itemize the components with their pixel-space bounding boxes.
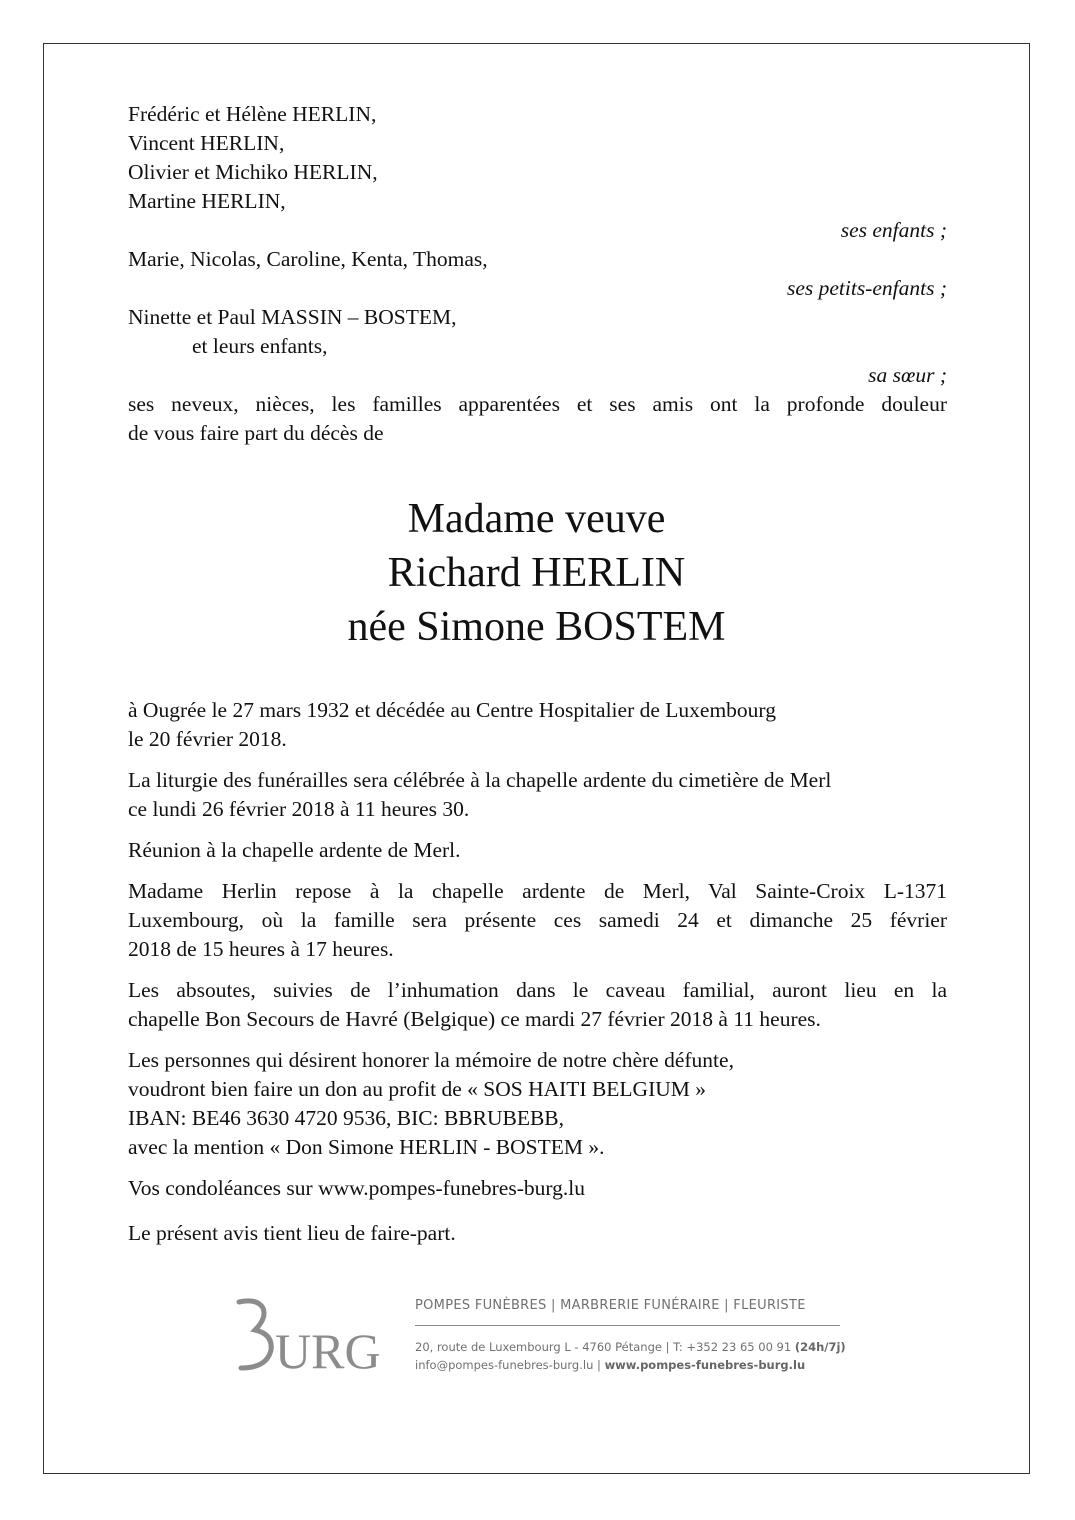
website-link[interactable]: www.pompes-funebres-burg.lu: [604, 1358, 806, 1372]
announcement-line-1: ses neveux, nièces, les familles apparentées et ses amis ont la profonde douleur: [128, 392, 947, 416]
liturgy-paragraph: [128, 766, 947, 824]
birth-line-2: le 20 février 2018.: [128, 727, 287, 751]
grandchildren-line: Marie, Nicolas, Caroline, Kenta, Thomas,: [128, 247, 488, 271]
footer-divider: [415, 1325, 840, 1326]
birth-paragraph: [128, 696, 947, 754]
sister-children-line: et leurs enfants,: [192, 334, 328, 358]
company-info: [415, 1296, 846, 1374]
absoutes-line-2: chapelle Bon Secours de Havré (Belgique) ce mardi 27 février 2018 à 11 heures.: [128, 1007, 821, 1031]
web-line: [415, 1356, 840, 1374]
repose-line-3: 2018 de 15 heures à 17 heures.: [128, 937, 394, 961]
deceased-name-block: [43, 492, 1030, 654]
repose-paragraph: [128, 877, 947, 964]
children-line-4: Martine HERLIN,: [128, 189, 286, 213]
deceased-title-line-1: Madame veuve: [407, 496, 666, 542]
children-line-3: Olivier et Michiko HERLIN,: [128, 160, 378, 184]
absoutes-line-1: Les absoutes, suivies de l’inhumation dans le caveau familial, auront lieu en la: [128, 978, 947, 1002]
donation-line-4: avec la mention « Don Simone HERLIN - BOSTEM ».: [128, 1135, 605, 1159]
donation-paragraph: [128, 1046, 947, 1162]
burg-logo: [233, 1296, 383, 1376]
donation-line-2: voudront bien faire un don au profit de « SOS HAITI BELGIUM »: [128, 1077, 707, 1101]
birth-line-1: à Ougrée le 27 mars 1932 et décédée au Centre Hospitalier de Luxembourg: [128, 698, 776, 722]
address-line: [415, 1338, 846, 1356]
repose-line-2: Luxembourg, où la famille sera présente ces samedi 24 et dimanche 25 février: [128, 908, 947, 932]
reunion-paragraph: [128, 836, 947, 865]
notice-paragraph: [128, 1219, 947, 1248]
condolences-line: Vos condoléances sur www.pompes-funebres-burg.lu: [128, 1176, 585, 1200]
donation-line-3: IBAN: BE46 3630 4720 9536, BIC: BBRUBEBB,: [128, 1106, 565, 1130]
services-line: POMPES FUNÈBRES | MARBRERIE FUNÉRAIRE | FLEURISTE: [415, 1298, 806, 1313]
address-text: 20, route de Luxembourg L - 4760 Pétange | T: +352 23 65 00 91: [415, 1340, 795, 1354]
liturgy-line-1: La liturgie des funérailles sera célébrée à la chapelle ardente du cimetière de Merl: [128, 768, 832, 792]
reunion-line: Réunion à la chapelle ardente de Merl.: [128, 838, 461, 862]
details-section: [128, 696, 947, 1260]
absoutes-paragraph: [128, 976, 947, 1034]
children-line-2: Vincent HERLIN,: [128, 131, 285, 155]
deceased-title-line-2: Richard HERLIN: [387, 550, 686, 596]
notice-line: Le présent avis tient lieu de faire-part.: [128, 1221, 456, 1245]
sister-line: Ninette et Paul MASSIN – BOSTEM,: [128, 305, 457, 329]
deceased-title-line-3: née Simone BOSTEM: [347, 604, 726, 650]
repose-line-1: Madame Herlin repose à la chapelle ardente de Merl, Val Sainte-Croix L-1371: [128, 879, 947, 903]
grandchildren-role: ses petits-enfants ;: [786, 276, 947, 300]
donation-line-1: Les personnes qui désirent honorer la mémoire de notre chère défunte,: [128, 1048, 734, 1072]
family-section: [128, 100, 947, 448]
announcement-line-2: de vous faire part du décès de: [128, 421, 384, 445]
email-text[interactable]: info@pompes-funebres-burg.lu |: [415, 1358, 605, 1372]
condolences-paragraph: [128, 1174, 947, 1203]
burg-logo-mark: [233, 1296, 383, 1376]
sister-role: sa sœur ;: [868, 363, 947, 387]
children-role: ses enfants ;: [840, 218, 947, 242]
children-line-1: Frédéric et Hélène HERLIN,: [128, 102, 377, 126]
burg-logo-text: URG: [275, 1323, 381, 1376]
liturgy-line-2: ce lundi 26 février 2018 à 11 heures 30.: [128, 797, 470, 821]
hours-text: (24h/7j): [794, 1340, 846, 1354]
